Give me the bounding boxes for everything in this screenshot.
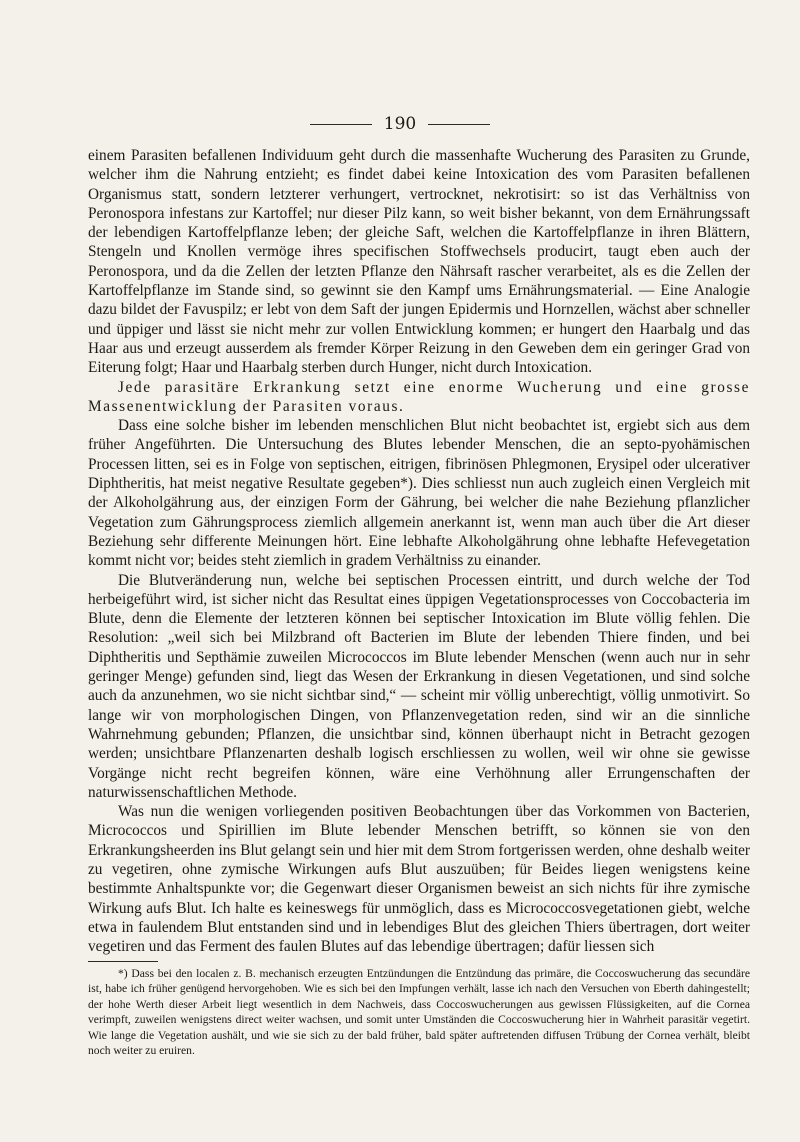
page-number: 190	[383, 114, 417, 134]
paragraph: Dass eine solche bisher im lebenden menschlichen Blut nicht beobachtet ist, ergiebt sich aus dem früher Angeführten. Die Untersuchung des Blutes lebender Menschen, die an septo-pyohämischen Processen litten, sei es in Folge von septischen, eitrigen, fibrinösen Phlegmonen, Erysipel oder ulcerativer Diphtheritis, hat meist negative Resultate gegeben*). Dies schliesst nun auch zugleich einen Vergleich mit der Alkoholgährung aus, der einzigen Form der Gährung, bei welcher die nahe Beziehung pflanzlicher Vegetation zum Gährungsprocess ziemlich allgemein anerkannt ist, wenn man auch über die Art dieser Beziehung sehr differente Meinungen hört. Eine lebhafte Alkoholgährung ohne lebhafte Hefevegetation kommt nicht vor; beides steht ziemlich in gradem Verhältniss zu einander.	[88, 417, 750, 570]
paragraph: Die Blutveränderung nun, welche bei septischen Processen eintritt, und durch welche der Tod herbeigeführt wird, ist sicher nicht das Resultat eines üppigen Vegetationsprocesses von Coccobacteria im Blute, denn die Elemente der letzteren können bei septischer Intoxication im Blute völlig fehlen. Die Resolution: „weil sich bei Milzbrand oft Bacterien im Blute der lebenden Thiere finden, und bei Diphtheritis und Septhämie zuweilen Micrococcos im Blute lebender Menschen (wenn auch nur in sehr geringer Menge) gefunden sind, liegt das Wesen der Erkrankung in diesen Vegetationen, und sind solche auch da anzunehmen, wo sie nicht sichtbar sind,“ — scheint mir völlig unberechtigt, völlig unmotivirt. So lange wir von morphologischen Dingen, von Pflanzenvegetation reden, sind wir an die sinnliche Wahrnehmung gebunden; Pflanzen, die unsichtbar sind, können überhaupt nicht in Betracht gezogen werden; unsichtbare Pflanzenarten deshalb logisch erschliessen zu wollen, weil wir ohne sie gewisse Vorgänge nicht recht begreifen können, wäre eine Verhöhnung aller Errungenschaften der naturwissenschaftlichen Methode.	[88, 571, 750, 801]
paragraph: einem Parasiten befallenen Individuum geht durch die massenhafte Wucherung des Parasiten zu Grunde, welcher ihm die Nahrung entzieht; es findet dabei keine Intoxication des vom Parasiten befallenen Organismus statt, sondern letzterer verhungert, vertrocknet, nekrotisirt: so ist das Verhältniss von Peronospora infestans zur Kartoffel; nur dieser Pilz kann, so weit bisher bekannt, von dem Ernährungssaft der lebendigen Kartoffelpflanze leben; der gleiche Saft, welchen die Kartoffelpflanze in ihren Blättern, Stengeln und Knollen vermöge ihres specifischen Stoffwechsels producirt, taugt eben auch der Peronospora, und da die Zellen der letzten Pflanze den Nährsaft rascher verarbeitet, als es die Zellen der Kartoffelpflanze im Stande sind, so gewinnt sie den Kampf ums Ernährungsmaterial. — Eine Analogie dazu bildet der Favuspilz; er lebt von dem Saft der jungen Epidermis und Hornzellen, wächst aber schneller und üppiger und lässt sie nicht mehr zur vollen Entwicklung kommen; er hungert den Haarbalg und das Haar aus und erzeugt ausserdem als fremder Körper Reizung in den Geweben dem ein geringer Grad von Eiterung folgt; Haar und Haarbalg sterben durch Hunger, nicht durch Intoxication.	[88, 147, 750, 377]
header-rule-right	[428, 124, 490, 125]
footnote	[88, 966, 750, 1058]
footnote-text: *) Dass bei den localen z. B. mechanisch erzeugten Entzündungen die Entzündung das primäre, die Coccoswucherung das secundäre ist, habe ich früher genügend hervorgehoben. Wie es sich bei den Impfungen verhält, lasse ich nach den Versuchen von Eberth dahingestellt; der hohe Werth dieser Arbeit liegt wesentlich in dem Nachweis, dass Coccoswucherungen aus gewissen Flüssigkeiten, auf die Cornea verimpft, zuweilen wenigstens direct weiter wachsen, und somit unter Umständen die Coccoswucherung hier in Wahrheit parasitär vegetirt. Wie lange die Vegetation aushält, und wie sie sich zu der bald früher, bald später auftretenden diffusen Trübung der Cornea verhält, bleibt noch weiter zu eruiren.	[88, 967, 750, 1058]
footnote-rule	[88, 961, 158, 962]
page-header	[0, 114, 800, 134]
main-text	[88, 146, 750, 956]
emphasized-thesis: Jede parasitäre Erkrankung setzt eine enorme Wucherung und eine grosse Massenentwicklung der Parasiten voraus.	[88, 378, 750, 415]
header-rule-left	[310, 124, 372, 125]
paragraph: Was nun die wenigen vorliegenden positiven Beobachtungen über das Vorkommen von Bacterien, Micrococcos und Spirillien im Blute lebender Menschen betrifft, so können sie von den Erkrankungsheerden ins Blut gelangt sein und hier mit dem Strom fortgerissen werden, ohne deshalb weiter zu vegetiren, ohne zymische Wirkungen aufs Blut auszuüben; für Beides liegen wenigstens keine bestimmte Anhaltspunkte vor; die Gegenwart dieser Organismen beweist an sich nichts für ihre zymische Wirkung aufs Blut. Ich halte es keineswegs für unmöglich, dass es Micrococcosvegetationen giebt, welche etwa in faulendem Blut entstanden sind und in lebendiges Blut des gleichen Thiers übertragen, dort weiter vegetiren und das Ferment des faulen Blutes auf das lebendige übertragen; dafür liessen sich	[88, 803, 750, 956]
